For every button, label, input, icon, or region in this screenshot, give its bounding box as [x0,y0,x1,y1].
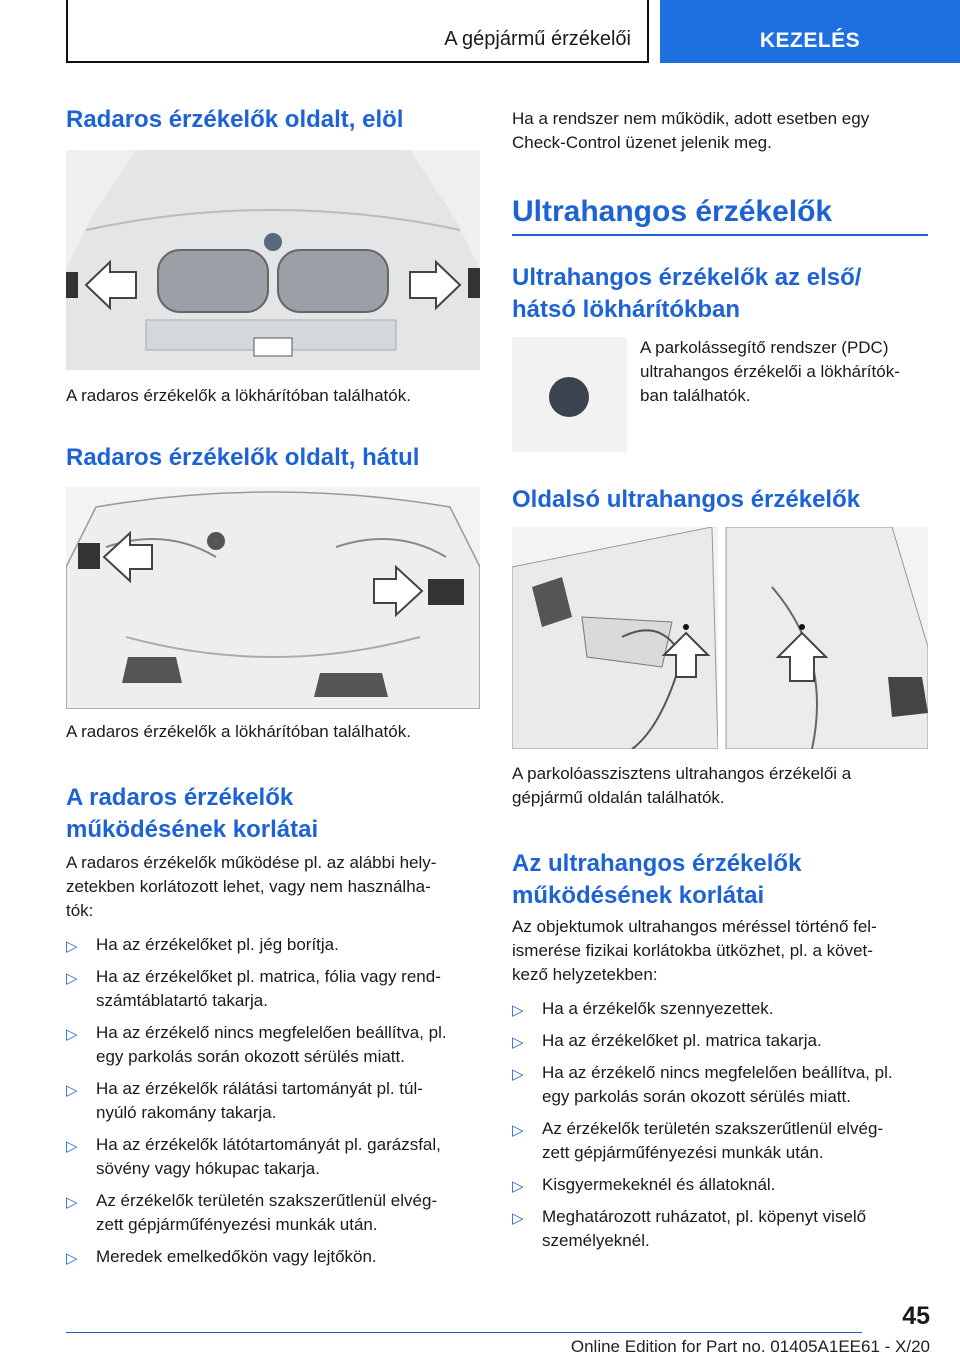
ultra-limits-intro-2: ismerése fizikai korlátokba ütközhet, pl. a követ- [512,941,873,960]
ultra-limits-intro-1: Az objektumok ultrahangos méréssel történő fel- [512,917,877,936]
pdc-text-2: ultrahangos érzékelői a lökhárítók- [640,362,900,381]
caption-front: A radaros érzékelők a lökhárítóban találhatók. [66,386,411,405]
heading-radar-limits-line1: A radaros érzékelők [66,784,294,811]
list-item: ▷ Ha az érzékelő nincs megfelelően beállítva, pl. egy parkolás során okozott sérülés miatt. [512,1063,893,1106]
list-item: ▷ Ha az érzékelőket pl. matrica takarja. [512,1029,932,1053]
list-item: ▷ Ha az érzékelők rálátási tartományát pl. túl- nyúló rakomány takarja. [66,1079,423,1122]
list-item: ▷ Ha az érzékelő nincs megfelelően beállítva, pl. egy parkolás során okozott sérülés miatt. [66,1023,447,1066]
triangle-bullet-icon: ▷ [66,938,78,955]
heading-bumper-line1: Ultrahangos érzékelők az első/ [512,264,862,291]
footer-rule [66,1332,862,1333]
ultra-limits-intro-3: kező helyzetekben: [512,965,658,984]
heading-bumper-line2: hátsó lökhárítókban [512,296,741,323]
pdc-text-1: A parkolássegítő rendszer (PDC) [640,338,889,357]
radar-limits-intro-1: A radaros érzékelők működése pl. az alábbi hely- [66,853,437,872]
radar-limits-intro-2: zetekben korlátozott lehet, vagy nem használha- [66,877,431,896]
list-item: ▷ Ha az érzékelőket pl. matrica, fólia vagy rend- számtáblatartó takarja. [66,967,441,1010]
pdc-sensor-image [512,337,627,452]
triangle-bullet-icon: ▷ [66,1026,78,1043]
radar-limits-intro-3: tók: [66,901,94,920]
list-item: ▷ Ha az érzékelőket pl. jég borítja. [66,933,486,957]
triangle-bullet-icon: ▷ [512,1034,524,1051]
list-item: ▷ Az érzékelők területén szakszerűtlenül elvég- zett gépjárműfényezési munkák után. [512,1119,884,1162]
section-title: A gépjármű érzékelői [444,28,631,50]
triangle-bullet-icon: ▷ [512,1002,524,1019]
chapter-tab-label: KEZELÉS [759,29,861,52]
heading-radar-front: Radaros érzékelők oldalt, elöl [66,106,404,133]
list-item: ▷ Meredek emelkedőkön vagy lejtőkön. [66,1245,486,1269]
side-caption-1: A parkolóasszisztens ultrahangos érzékelői a [512,764,852,783]
rear-car-image [66,487,480,709]
header-frame [66,0,649,63]
list-item: ▷ Ha a érzékelők szennyezettek. [512,997,932,1021]
triangle-bullet-icon: ▷ [512,1122,524,1139]
chapter-tab[interactable] [660,0,960,63]
triangle-bullet-icon: ▷ [66,1082,78,1099]
heading-radar-rear: Radaros érzékelők oldalt, hátul [66,444,420,471]
triangle-bullet-icon: ▷ [512,1066,524,1083]
footer-edition: Online Edition for Part no. 01405A1EE61 - X/20 [570,1337,930,1356]
right-intro-1: Ha a rendszer nem működik, adott esetben egy [512,109,870,128]
list-item: ▷ Ha az érzékelők látótartományát pl. garázsfal, sövény vagy hókupac takarja. [66,1135,441,1178]
page-number: 45 [902,1302,930,1330]
list-item: ▷ Meghatározott ruházatot, pl. köpenyt viselő személyeknél. [512,1207,867,1250]
radar-limits-list [66,933,486,1277]
triangle-bullet-icon: ▷ [66,1194,78,1211]
list-item: ▷ Kisgyermekeknél és állatoknál. [512,1173,932,1197]
triangle-bullet-icon: ▷ [66,970,78,987]
heading-rule [512,234,928,236]
triangle-bullet-icon: ▷ [512,1178,524,1195]
triangle-bullet-icon: ▷ [512,1210,524,1227]
ultra-limits-list [512,997,932,1261]
side-caption-2: gépjármű oldalán találhatók. [512,788,725,807]
heading-radar-limits-line2: működésének korlátai [66,816,319,843]
triangle-bullet-icon: ▷ [66,1250,78,1267]
heading-ultrasonic: Ultrahangos érzékelők [512,195,833,228]
front-car-image [66,150,480,370]
heading-ultra-limits-line2: működésének korlátai [512,882,765,909]
triangle-bullet-icon: ▷ [66,1138,78,1155]
right-intro-2: Check-Control üzenet jelenik meg. [512,133,772,152]
heading-ultra-limits-line1: Az ultrahangos érzékelők [512,850,802,877]
caption-rear: A radaros érzékelők a lökhárítóban találhatók. [66,722,411,741]
side-sensor-image [512,527,928,749]
heading-side-sensors: Oldalsó ultrahangos érzékelők [512,486,861,513]
list-item: ▷ Az érzékelők területén szakszerűtlenül elvég- zett gépjárműfényezési munkák után. [66,1191,438,1234]
pdc-text-3: ban találhatók. [640,386,751,405]
